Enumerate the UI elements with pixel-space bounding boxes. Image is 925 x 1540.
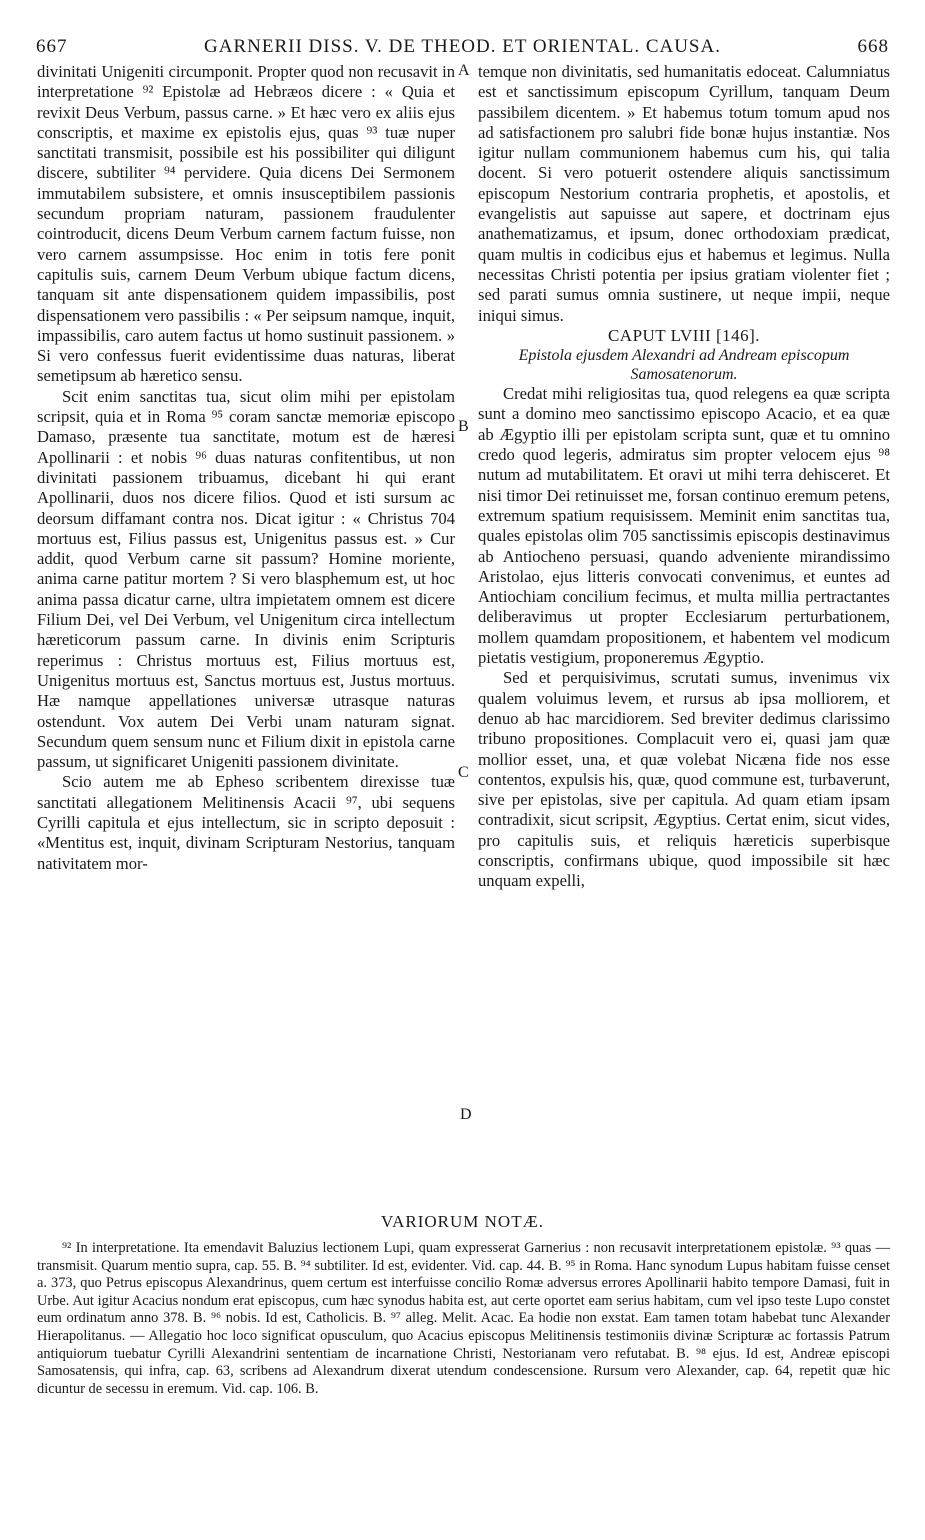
margin-letter-b: B xyxy=(458,418,469,435)
page-number-left: 667 xyxy=(36,36,68,57)
running-header xyxy=(36,36,889,62)
page-number-right: 668 xyxy=(857,36,889,57)
footnotes-text: ⁹² In interpretatione. Ita emendavit Baluzius lectionem Lupi, quam expresserat Garnerius : non recusavit interpretationem epistolæ. ⁹³ quas — transmisit. Quarum mentio supra, cap. 55. B. ⁹⁴ subtiliter. Id est, evidenter. Vid. cap. 44. B. ⁹⁵ in Roma. Hanc synodum Lupus habitam fuisse censet a. 373, quo Petrus episcopus Alexandrinus, quem certum est interfuisse concilio Romæ adversus errores Apollinarii habito tempore Damasi, fuit in Urbe. Aut igitur Acacius nondum erat episcopus, cum hæc synodus habita est, aut certe oportet eam serius habitam, cum vel ipso teste Lupo constet eum ordinatum anno 378. B. ⁹⁶ nobis. Id est, Catholicis. B. ⁹⁷ alleg. Melit. Acac. Ea hodie non exstat. Eam tamen totam habebat tunc Alexander Hierapolitanus. — Allegatio hoc loco significat opusculum, quo Acacius episcopus Melitinensis testimoniis divinæ Scripturæ ac fortassis Patrum antiquiorum tuebatur Cyrilli Alexandrini sententiam de incarnatione Christi, Nestorianam vero refutabat. B. ⁹⁸ ejus. Id est, Andreæ episcopi Samosatensis, qui infra, cap. 63, scribens ad Alexandrum dixerat utendum condescensione. Rursum vero Alexander, cap. 64, repetit quæ hic dicuntur de secessu in eremum. Vid. cap. 106. B. xyxy=(37,1240,890,1397)
margin-letter-c: C xyxy=(458,764,469,781)
right-column xyxy=(478,62,890,892)
left-paragraph-1: divinitati Unigeniti circumponit. Propter quod non recusavit in interpretatione ⁹² Epistolæ ad Hebræos dicere : « Quia et revixit Deus Verbum, passus carne. » Et hæc vero ex aliis ejus conscriptis, et maxime ex epistolis ejus, quas ⁹³ tuæ nuper sanctitati transmisit, possibile est his possibiliter qui diligunt discere, subtiliter ⁹⁴ pervidere. Quia dicens Dei Sermonem immutabilem subsistere, et omnis insusceptibilem passionis secundum propriam naturam, passionem fraudulenter cointroducit, dicens Deum Verbum carnem factum fuisse, non vero carnem assumpsisse. Hoc enim in totis fere ponit capitulis suis, carnem Deum Verbum ubique factum dicens, tanquam sit ante dispensationem quidem impassibilis, post dispensationem vero passibilis : « Per seipsum namque, inquit, impassibilis, caro autem factus ut homo sustinuit passionem. » Si vero confessus fuerit evidentissime duas naturas, liberat semetipsum ab hæretico sensu. xyxy=(37,62,455,386)
chapter-heading: CAPUT LVIII [146]. xyxy=(607,325,761,345)
right-paragraph-3: Sed et perquisivimus, scrutati sumus, invenimus vix qualem voluimus levem, et rursus ab ipsa molliorem, et denuo ab hac marcidiorem. Sed breviter dedimus clarissimo tribuno propositiones. Complacuit vero ei, quasi jam quæ mollior esset, una, et quæ volebat Nicæna fide nos esse contentos, expulsis his, quæ, quod commune est, turbaverunt, sive per epistolas, sive per capitula. Ad quam etiam ipsam contradixit, sicut scripsit, Ægyptius. Certat enim, sicut vides, pro capitulis suis, et reliquis hæreticis superbisque conscriptis, confirmans ubique, quod impossibile sit hæc unquam expelli, xyxy=(478,668,890,891)
right-paragraph-2: Credat mihi religiositas tua, quod relegens ea quæ scripta sunt a domino meo sanctissimo episcopo Acacio, et ea quæ ab Ægyptio illi per epistolam scripta sunt, quæ et tu omnino credo quod legeris, admiratus sim propter velocem ejus ⁹⁸ nutum ad mutabilitatem. Et oravi ut mihi terra dehisceret. Et nisi timor Dei retinuisset me, forsan continuo eremum petens, extremum spatium requisissem. Meminit enim sanctitas tua, quales epistolas olim 705 sanctissimis episcopis destinavimus ab Antiocheno persuasi, quando adveniente mirandissimo Aristolao, ejus litteris convocati convenimus, et euntes ad Antiochiam concilium fecimus, et multa millia pertractantes deliberavimus ut propter Ecclesiarum perturbationem, mollem quamdam propositionem, et habentem vel modicum pietatis vestigium, proponeremus Ægyptio. xyxy=(478,384,890,668)
left-paragraph-2: Scit enim sanctitas tua, sicut olim mihi per epistolam scripsit, quia et in Roma ⁹⁵ coram sanctæ memoriæ episcopo Damaso, præsente tua sanctitate, motum est de hæresi Apollinarii : et nobis ⁹⁶ duas naturas confitentibus, ut non divinitati passionem tribuamus, dicebant hi qui erant Apollinarii, duos nos dicere filios. Quod et isti sursum ac deorsum diffamant contra nos. Dicat igitur : « Christus 704 mortuus est, Filius passus est, Unigenitus passus est. » Cur addit, quod Verbum carne sit passum? Homine moriente, anima carne patitur mortem ? Si vero blasphemum est, ut hoc anima passa dicatur carne, ultra impietatem omnem est dicere Filium Dei, vel Dei Verbum, vel Unigenitum circa intellectum hæreticorum passum carne. In divinis enim Scripturis reperimus : Christus mortuus est, Filius mortuus est, Unigenitus mortuus est, Sanctus mortuus est, Justus mortuus. Hæ namque appellationes universæ utrasque naturas ostendunt. Vox autem Dei Verbi unam naturam signat. Secundum quem sensum nunc et Filium dixit in epistola carne passum, ut significaret Unigeniti passionem divinitate. xyxy=(37,386,455,772)
margin-letter-d: D xyxy=(460,1106,472,1123)
right-paragraph-1: temque non divinitatis, sed humanitatis edoceat. Calumniatus est et sanctissimum episcopum Cyrillum, tanquam Deum passibilem dicentem. » Et habemus totum tomum apud nos ad satisfactionem pro salubri fide bonæ hujus instantiæ. Nos igitur nullam communionem habemus cum his, qui talia docent. Si vero potuerit ostendere aliquis sanctissimum episcopum Nestorium contraria prophetis, et apostolis, et evangelistis aut sapuisse aut sapere, et doctrinam ejus anathematizamus, et ipsum, donec orthodoxiam prædicat, quam multis in codicibus ejus et habemus et legimus. Nulla necessitas Christi potentia per ipsius gratiam violenter fiet ; sed parati sumus omnia sustinere, ut neque impii, neque iniqui simus. xyxy=(478,62,890,325)
footnotes xyxy=(37,1240,890,1398)
left-paragraph-3: Scio autem me ab Ephesо scribentem direxisse tuæ sanctitati allegationem Melitinensis Acacii ⁹⁷, ubi sequens Cyrilli capitula et ejus intellectum, sic in scripto deposuit : «Mentitus est, inquit, divinam Scripturam Nestorius, tanquam nativitatem mor- xyxy=(37,772,455,873)
margin-letter-a: A xyxy=(458,62,470,79)
chapter-subtitle: Epistola ejusdem Alexandri ad Andream episcopum Samosatenorum. xyxy=(518,347,850,384)
left-column xyxy=(37,62,455,874)
notes-heading: VARIORUM NOTÆ. xyxy=(381,1212,544,1231)
running-title: GARNERII DISS. V. DE THEOD. ET ORIENTAL. CAUSA. xyxy=(204,36,721,57)
